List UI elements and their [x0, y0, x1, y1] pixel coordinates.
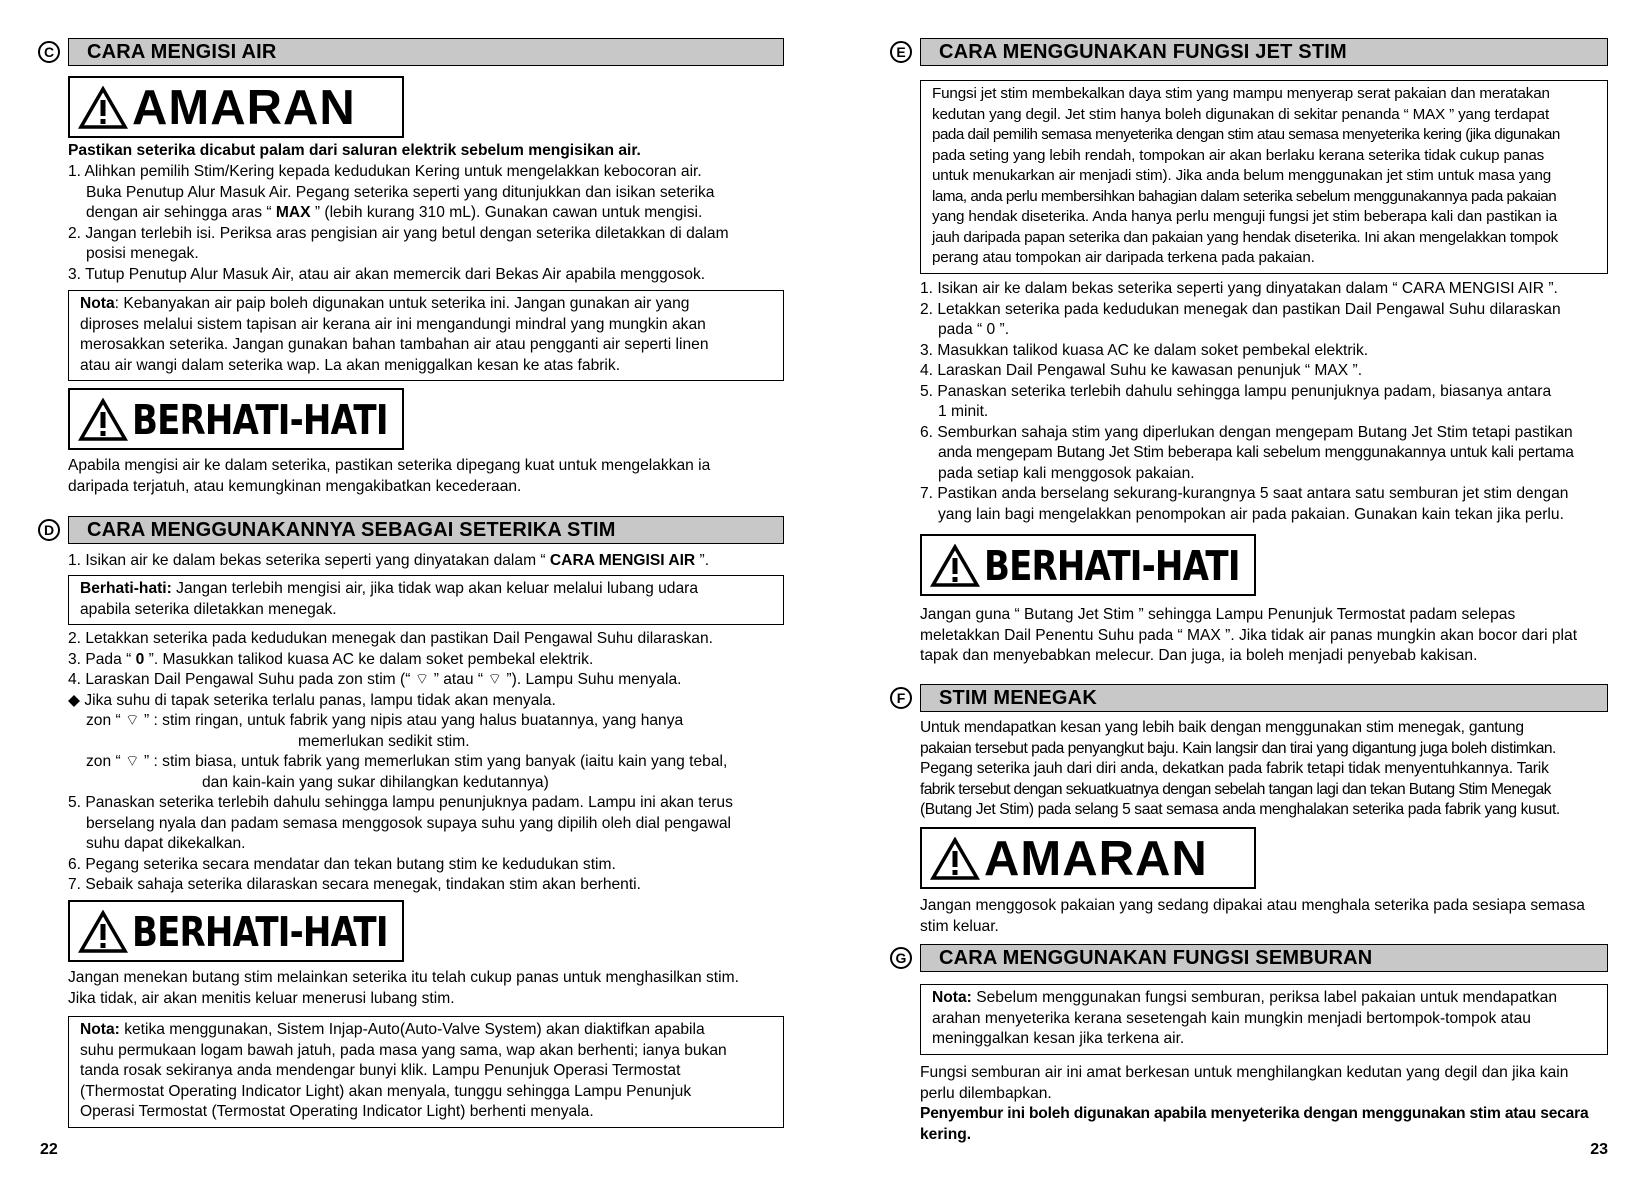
section-d-header — [38, 516, 784, 544]
step-line: 1. Alihkan pemilih Stim/Kering kepada kedudukan Kering untuk mengelakkan kebocoran air. — [68, 163, 702, 180]
caution-note-box: Berhati-hati: Jangan terlebih mengisi air, jika tidak wap akan keluar melalui lubang udara apabila seterika diletakkan menegak. — [68, 575, 784, 625]
section-e-header — [890, 38, 1608, 66]
step-line: 5. Panaskan seterika terlebih dahulu sehingga lampu penunjuknya padam. Lampu ini akan terus — [68, 794, 733, 811]
page-number: 23 — [1590, 1141, 1608, 1158]
step-line: 5. Panaskan seterika terlebih dahulu sehingga lampu penunjuknya padam, biasanya antara — [920, 382, 1552, 400]
warning-text: Jangan menggosok pakaian yang sedang dipakai atau menghala seterika pada sesiapa semasa stim keluar. — [920, 897, 1585, 935]
step-line: posisi menegak. — [86, 245, 199, 262]
step-line: 4. Laraskan Dail Pengawal Suhu ke kawasan penunjuk “ MAX ”. — [920, 362, 1363, 379]
step-line: pada “ 0 ”. — [938, 321, 1010, 338]
warning-text: Pastikan seterika dicabut palam dari saluran elektrik sebelum mengisikan air. — [68, 142, 641, 159]
section-e-letter: E — [890, 41, 912, 63]
step-line: 2. Letakkan seterika pada kedudukan menegak dan pastikan Dail Pengawal Suhu dilaraskan. — [68, 630, 713, 647]
step-line: 2. Letakkan seterika pada kedudukan menegak dan pastikan Dail Pengawal Suhu dilaraskan — [920, 300, 1561, 318]
step-line: 7. Pastikan anda berselang sekurang-kurangnya 5 saat antara satu semburan jet stim dengan — [920, 485, 1569, 502]
step-line: 6. Semburkan sahaja stim yang diperlukan dengan mengepam Butang Jet Stim tetapi pastikan — [920, 423, 1573, 441]
section-e-steps — [920, 279, 1608, 525]
section-f-header — [890, 684, 1608, 712]
note-label: Nota: — [932, 989, 972, 1006]
section-f-title: STIM MENEGAK — [920, 684, 1608, 712]
section-c-steps — [68, 162, 784, 285]
caution-badge — [68, 388, 404, 450]
warning-label: AMARAN — [984, 832, 1208, 886]
warning-badge — [68, 76, 404, 138]
section-c-header — [38, 38, 784, 66]
section-g-title: CARA MENGGUNAKAN FUNGSI SEMBURAN — [920, 944, 1608, 972]
step-line: 2. Jangan terlebih isi. Periksa aras pengisian air yang betul dengan seterika diletakkan di dalam — [68, 224, 729, 242]
zone-line: zon “ ⌔ ” : stim biasa, untuk fabrik yang memerlukan stim yang banyak (iaitu kain yang tebal, — [86, 753, 728, 770]
caution-text: Apabila mengisi air ke dalam seterika, pastikan seterika dipegang kuat untuk mengelakkan ia daripada terjatuh, atau kemungkinan mengakibatkan kecederaan. — [68, 457, 711, 495]
note-box: Nota: Sebelum menggunakan fungsi semburan, periksa label pakaian untuk mendapatkan arahan menyeterika kerana sesetengah kain mungkin menjadi bertompok-tompok atau meninggalkan kesan jika terkena air. — [920, 984, 1608, 1055]
section-e-title: CARA MENGGUNAKAN FUNGSI JET STIM — [920, 38, 1608, 66]
section-c-letter: C — [38, 41, 60, 63]
step-line: dengan air sehingga aras “ MAX ” (lebih kurang 310 mL). Gunakan cawan untuk mengisi. — [86, 204, 703, 221]
caution-text: Jangan menekan butang stim melainkan seterika itu telah cukup panas untuk menghasilkan stim. Jika tidak, air akan menitis keluar menerusi lubang stim. — [68, 969, 739, 1007]
section-d-steps — [68, 629, 784, 896]
zone-line: zon “ ⌔ ” : stim ringan, untuk fabrik yang nipis atau yang halus buatannya, yang hanya — [86, 712, 684, 729]
zone-line: dan kain-kain yang sukar dihilangkan kedutannya) — [202, 773, 549, 791]
left-page — [38, 0, 784, 1191]
warning-badge — [920, 827, 1256, 889]
caution-note-label: Berhati-hati: — [80, 580, 172, 597]
step-line: pada setiap kali menggosok pakaian. — [938, 464, 1195, 482]
step-line: 3. Pada “ 0 ”. Masukkan talikod kuasa AC ke dalam soket pembekal elektrik. — [68, 650, 594, 668]
bullet-line: ◆ Jika suhu di tapak seterika terlalu panas, lampu tidak akan menyala. — [68, 691, 556, 709]
step-line: 6. Pegang seterika secara mendatar dan tekan butang stim ke kedudukan stim. — [68, 855, 616, 873]
caution-label: BERHATI-HATI — [984, 542, 1240, 590]
section-d-letter: D — [38, 519, 60, 541]
section-g-letter: G — [890, 947, 912, 969]
note-box: Nota: Kebanyakan air paip boleh digunakan untuk seterika ini. Jangan gunakan air yang diproses melalui sistem tapisan air kerana air ini mengandungi mindral yang mungkin akan merosakkan seterika. Jangan gunakan bahan tambahan air atau pengganti air seperti linen atau air wangi dalam seterika wap. La akan meniggalkan kesan ke atas fabrik. — [68, 290, 784, 381]
section-g-header — [890, 944, 1608, 972]
step-line: yang lain bagi mengelakkan penompokan air pada pakaian. Gunakan kain tekan jika perlu. — [938, 505, 1564, 523]
caution-badge — [920, 534, 1256, 596]
step-line: 1. Isikan air ke dalam bekas seterika seperti yang dinyatakan dalam “ CARA MENGISI AIR ”. — [920, 280, 1558, 297]
warning-triangle-icon — [78, 398, 128, 442]
step-line: 4. Laraskan Dail Pengawal Suhu pada zon stim (“ ⌔ ” atau “ ⌔ ”). Lampu Suhu menyala. — [68, 671, 682, 688]
warning-triangle-icon — [930, 837, 980, 881]
section-f-text: Untuk mendapatkan kesan yang lebih baik dengan menggunakan stim menegak, gantung pakaian tersebut pada penyangkut baju. Kain langsir dan tirai yang digantung juga boleh distimkan. Pegang seterika jauh dari diri anda, dekatkan pada fabrik tetapi tidak menyentuhkannya. Tarik fabrik tersebut dengan sekuatkuatnya dengan sebelah tangan lagi dan tekan Butang Stim Menegak (Butang Jet Stim) pada selang 5 saat semasa anda menghalakan seterika pada fabrik yang kusut. — [920, 719, 1560, 818]
step-line: 1. Isikan air ke dalam bekas seterika seperti yang dinyatakan dalam “ CARA MENGISI AIR ”. — [68, 552, 710, 569]
step-line: 3. Tutup Penutup Alur Masuk Air, atau air akan memercik dari Bekas Air apabila menggosok. — [68, 265, 706, 283]
warning-triangle-icon — [78, 86, 128, 130]
section-d-title: CARA MENGGUNAKANNYA SEBAGAI SETERIKA STIM — [68, 516, 784, 544]
step-line: anda mengepam Butang Jet Stim beberapa kali sebelum menggunakannya untuk kali pertama — [938, 444, 1574, 461]
page-number: 22 — [40, 1141, 58, 1158]
warning-label: AMARAN — [132, 81, 356, 135]
caution-label: BERHATI-HATI — [132, 908, 388, 956]
note-box: Nota: ketika menggunakan, Sistem Injap-Auto(Auto-Valve System) akan diaktifkan apabila suhu permukaan logam bawah jatuh, pada masa yang sama, wap akan berhenti; ianya bukan tanda rosak sekiranya anda mendengar bunyi klik. Lampu Penunjuk Operasi Termostat (Thermostat Operating Indicator Light) akan menyala, tunggu sehingga Lampu Penunjuk Operasi Termostat (Termostat Operating Indicator Light) berhenti menyala. — [68, 1016, 784, 1128]
note-label: Nota: — [80, 1021, 120, 1038]
section-f-letter: F — [890, 687, 912, 709]
intro-box: Fungsi jet stim membekalkan daya stim yang mampu menyerap serat pakaian dan meratakan kedutan yang degil. Jet stim hanya boleh digunakan di sekitar penanda “ MAX ” yang terdapat pada dail pemilih semasa menyeterika dengan stim atau semasa menyeterika kering (jika digunakan pada seting yang lebih rendah, tompokan air akan berlaku kerana seterika tidak cukup panas untuk menukarkan air menjadi stim). Jika anda belum menggunakan jet stim untuk masa yang lama, anda perlu membersihkan bahagian dalam seterika sebelum menggunakannya pada pakaian yang hendak diseterika. Anda hanya perlu menguji fungsi jet stim beberapa kali dan pastikan ia jauh daripada papan seterika dan pakaian yang hendak diseterika. Ini akan mengelakkan tompok perang atau tompokan air daripada terkena pada pakaian. — [920, 80, 1608, 274]
step-line: berselang nyala dan padam semasa menggosok supaya suhu yang dipilih oleh dial pengawal — [86, 814, 731, 832]
step-line: Buka Penutup Alur Masuk Air. Pegang seterika seperti yang ditunjukkan dan isikan seterika — [86, 183, 715, 201]
note-label: Nota — [80, 295, 115, 312]
right-page — [890, 0, 1608, 1191]
step-line: 3. Masukkan talikod kuasa AC ke dalam soket pembekal elektrik. — [920, 341, 1369, 359]
caution-text: Jangan guna “ Butang Jet Stim ” sehingga Lampu Penunjuk Termostat padam selepas meletakkan Dail Penentu Suhu pada “ MAX ”. Jika tidak air panas mungkin akan bocor dari plat tapak dan menyebabkan melecur. Dan juga, ia boleh menjadi penyebab kakisan. — [920, 606, 1578, 664]
caution-label: BERHATI-HATI — [132, 396, 388, 444]
step-line: suhu dapat dikekalkan. — [86, 835, 246, 852]
caution-badge — [68, 900, 404, 962]
warning-triangle-icon — [78, 910, 128, 954]
step-line: 1 minit. — [938, 403, 989, 420]
step-line: 7. Sebaik sahaja seterika dilaraskan secara menegak, tindakan stim akan berhenti. — [68, 876, 641, 893]
section-c-title: CARA MENGISI AIR — [68, 38, 784, 66]
section-g-text: Fungsi semburan air ini amat berkesan untuk menghilangkan kedutan yang degil dan jika kain perlu dilembapkan. Penyembur ini boleh digunakan apabila menyeterika dengan menggunakan stim atau secara kering. — [920, 1064, 1589, 1143]
zone-line: memerlukan sedikit stim. — [298, 732, 470, 750]
warning-triangle-icon — [930, 544, 980, 588]
